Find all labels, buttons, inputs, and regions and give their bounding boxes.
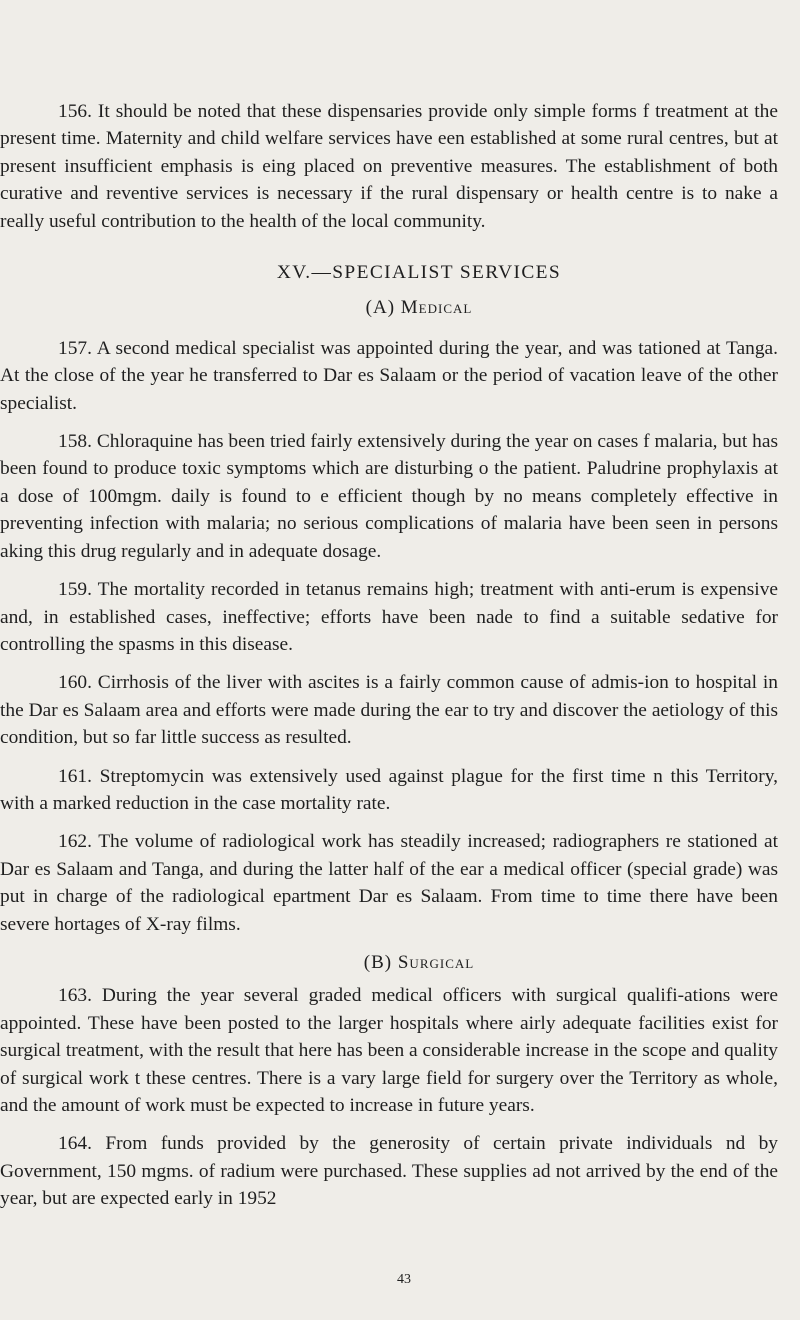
paragraph-163	[0, 982, 778, 1119]
paragraph-text: The mortality recorded in tetanus remains high; treatment with anti-erum is expensive and, in established cases, ineffective; efforts have been nade to find a suitable sedative for controlling the spasms in this disease.	[0, 579, 778, 655]
paragraph-number: 164.	[58, 1133, 92, 1155]
paragraph-text: Chloraquine has been tried fairly extensively during the year on cases f malaria, but has been found to produce toxic symptoms which are disturbing o the patient. Paludrine prophylaxis at a dose of 100mgm. daily is found to e efficient though by no means completely effective in preventing infection with malaria; no serious complications of malaria have been seen in persons aking this drug regularly and in adequate dosage.	[0, 431, 778, 562]
subsection-heading-surgical: (B) Surgical	[363, 951, 475, 973]
subsection-heading-medical: (A) Medical	[365, 297, 473, 319]
paragraph-157	[0, 335, 778, 417]
paragraph-162	[0, 828, 778, 938]
paragraph-number: 161.	[58, 765, 92, 787]
paragraph-number: 157.	[58, 337, 92, 359]
paragraph-159	[0, 576, 778, 658]
paragraph-number: 158.	[58, 431, 92, 453]
paragraph-text: Cirrhosis of the liver with ascites is a fairly common cause of admis-ion to hospital in the Dar es Salaam area and efforts were made during the ear to try and discover the aetiology of this condition, but so far little success as resulted.	[0, 672, 778, 749]
paragraph-text: A second medical specialist was appointed during the year, and was tationed at Tanga. At the close of the year he transferred to Dar es Salaam or the period of vacation leave of the other specialist.	[0, 337, 778, 414]
paragraph-160	[0, 669, 778, 751]
paragraph-number: 160.	[58, 672, 92, 694]
paragraph-text: The volume of radiological work has steadily increased; radiographers re stationed at Dar es Salaam and Tanga, and during the latter half of the ear a medical officer (special grade) was put in charge of the radiological epartment Dar es Salaam. From time to time there have been severe hortages of X-ray films.	[0, 831, 779, 935]
page-content	[0, 98, 778, 1224]
paragraph-text: Streptomycin was extensively used against plague for the first time n this Territory, with a marked reduction in the case mortality rate.	[0, 765, 778, 814]
paragraph-161	[0, 763, 778, 818]
paragraph-text: It should be noted that these dispensaries provide only simple forms f treatment at the present time. Maternity and child welfare services have een established at some rural centres, but at present insufficient emphasis is eing placed on preventive measures. The establishment of both curative and reventive services is necessary if the rural dispensary or health centre is to nake a really useful contribution to the health of the local community.	[0, 101, 778, 232]
paragraph-text: During the year several graded medical officers with surgical qualifi-ations were appointed. These have been posted to the larger hospitals where airly adequate facilities exist for surgical treatment, with the result that here has been a considerable increase in the scope and quality of surgical work t these centres. There is a vary large field for surgery over the Territory as whole, and the amount of work must be expected to increase in future years.	[0, 985, 778, 1116]
paragraph-156	[0, 98, 778, 235]
section-heading: XV.—SPECIALIST SERVICES	[276, 262, 562, 284]
paragraph-number: 163.	[58, 985, 92, 1007]
paragraph-number: 156.	[58, 101, 92, 122]
paragraph-number: 162.	[58, 831, 92, 853]
page-number: 43	[397, 1272, 411, 1287]
paragraph-text: From funds provided by the generosity of certain private individuals nd by Government, 150 mgms. of radium were purchased. These supplies ad not arrived by the end of the year, but are expected early in 1952	[0, 1133, 778, 1210]
paragraph-158	[0, 428, 778, 565]
paragraph-164	[0, 1130, 778, 1212]
paragraph-number: 159.	[58, 579, 92, 601]
